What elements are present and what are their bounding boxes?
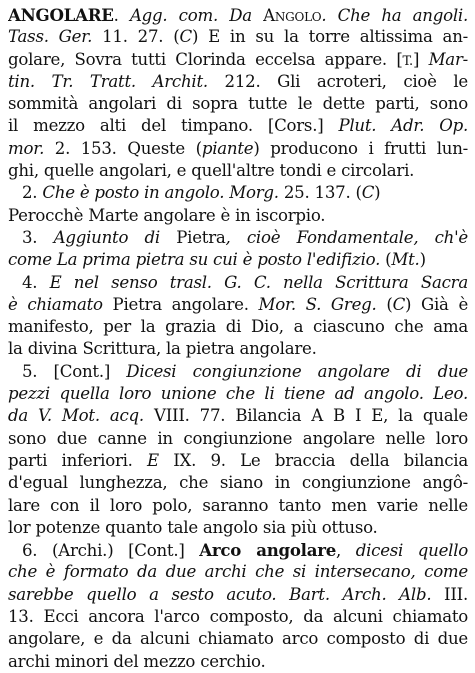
sense-definition: come La prima pietra su cui è posto l'edifizio. bbox=[8, 250, 381, 270]
text-run: sommità angolari di sopra tutte le dette parti, sono bbox=[8, 94, 468, 114]
citation: Tass. Ger. bbox=[8, 27, 93, 47]
citation: da V. Mot. acq. bbox=[8, 406, 144, 426]
entry-line bbox=[8, 249, 468, 271]
sense-definition: pezzi quella loro unione che li tiene ad angolo. Leo. bbox=[8, 384, 468, 404]
entry-line bbox=[8, 405, 468, 427]
entry-line bbox=[8, 472, 468, 494]
sense-number: 5. [Cont.] bbox=[22, 361, 127, 381]
entry-line bbox=[8, 138, 468, 160]
text-run: . Che ha angoli. bbox=[321, 6, 468, 25]
citation: Mor. S. Greg. bbox=[258, 294, 377, 314]
sense-definition: Che è posto in angolo. Morg. bbox=[42, 183, 279, 203]
entry-line bbox=[8, 49, 468, 71]
sense-number: 4. bbox=[22, 272, 50, 292]
citation: tin. Tr. Tratt. Archit. bbox=[8, 71, 208, 91]
text-run: 2. 153. Queste ( bbox=[44, 138, 202, 158]
entry-line bbox=[8, 71, 468, 93]
entry-line bbox=[8, 4, 468, 26]
text-run: angolare, e da alcuni chiamato arco composto di due bbox=[8, 629, 468, 649]
text-run: 11. 27. ( bbox=[92, 27, 180, 47]
sense-6-line bbox=[8, 539, 468, 561]
citation: sarebbe quello a sesto acuto. Bart. Arch. Alb. bbox=[8, 584, 432, 604]
text-run: golare, Sovra tutti Clorinda eccelsa appare. [ bbox=[8, 49, 403, 69]
sense-2-line bbox=[8, 182, 468, 204]
entry-line bbox=[8, 383, 468, 405]
text-run: , bbox=[336, 541, 356, 561]
text-run: manifesto, per la grazia di Dio, a ciascuno che ama bbox=[8, 317, 468, 337]
text-run: . bbox=[113, 6, 130, 25]
text-run: IX. 9. Le braccia della bilancia bbox=[158, 450, 468, 470]
headword: ANGOLARE bbox=[8, 5, 114, 25]
sense-definition: è chiamato bbox=[8, 294, 103, 314]
text-run: ( bbox=[376, 294, 393, 314]
text-run: ) E in su la torre altissima an- bbox=[191, 27, 468, 47]
text-run: C bbox=[179, 27, 192, 47]
text-run: lor potenze quanto tale angolo sia più ottuso. bbox=[8, 517, 378, 537]
text-run: VIII. 77. Bilancia A B I E, la quale bbox=[143, 406, 468, 426]
entry-line bbox=[8, 561, 468, 583]
sense-3-line bbox=[8, 227, 468, 249]
entry-line bbox=[8, 628, 468, 650]
sense-definition: Dicesi congiunzione angolare di due bbox=[126, 361, 468, 381]
text-run: lare con il loro polo, saranno tanto men varie nelle bbox=[8, 495, 468, 515]
citation: Mar- bbox=[428, 49, 468, 69]
sense-definition: Aggiunto di bbox=[53, 227, 160, 247]
text-run: C bbox=[392, 294, 406, 314]
sense-number: 3. bbox=[22, 227, 54, 247]
text-run: Pietra bbox=[159, 227, 226, 247]
entry-line bbox=[8, 517, 468, 539]
entry-line bbox=[8, 338, 468, 360]
sense-5-line bbox=[8, 361, 468, 383]
entry-line bbox=[8, 428, 468, 450]
text-run: d'egual lunghezza, che siano in congiunzione angô- bbox=[8, 473, 468, 493]
text-run: III. bbox=[431, 584, 468, 604]
text-run: ( bbox=[380, 250, 392, 270]
entry-line bbox=[8, 495, 468, 517]
sense-number: 6. (Archi.) [Cont.] bbox=[22, 541, 200, 561]
dictionary-entry bbox=[8, 4, 468, 673]
sense-number: 2. bbox=[22, 183, 43, 203]
text-run: ) bbox=[374, 183, 381, 203]
citation: Plut. Adr. Op. bbox=[338, 116, 468, 136]
text-run: Mt. bbox=[391, 250, 420, 270]
entry-line bbox=[8, 450, 468, 472]
sense-4-line bbox=[8, 272, 468, 294]
text-run: piante bbox=[201, 138, 254, 158]
entry-line bbox=[8, 26, 468, 48]
sense-definition: , cioè Fondamentale, ch'è bbox=[225, 227, 468, 247]
text-run: la divina Scrittura, la pietra angolare. bbox=[8, 339, 317, 359]
citation: E bbox=[147, 450, 159, 470]
text-run: Pietra angolare. bbox=[102, 294, 259, 314]
text-run: 25. 137. ( bbox=[278, 183, 362, 203]
text-run: ) producono i frutti lun- bbox=[253, 138, 468, 158]
sense-definition: E nel senso trasl. G. C. nella Scrittura Sacra bbox=[49, 272, 468, 292]
text-run: parti inferiori. bbox=[8, 450, 148, 470]
text-run: Agg. com. Da bbox=[129, 6, 264, 25]
text-run: C bbox=[361, 183, 375, 203]
text-run: ghi, quelle angolari, e quell'altre tondi e circolari. bbox=[8, 161, 415, 181]
text-run: 212. Gli acroteri, cioè le bbox=[207, 71, 468, 91]
entry-line bbox=[8, 160, 468, 182]
citation: mor. bbox=[8, 138, 45, 158]
entry-line bbox=[8, 115, 468, 137]
entry-line bbox=[8, 606, 468, 628]
entry-line bbox=[8, 651, 468, 673]
text-run: il mezzo alti del timpano. [Cors.] bbox=[8, 116, 339, 136]
text-run: ) Già è bbox=[405, 294, 468, 314]
sense-definition: dicesi quello bbox=[355, 541, 468, 561]
text-run: 13. Ecci ancora l'arco composto, da alcuni chiamato bbox=[8, 607, 468, 627]
subentry-headword: Arco angolare bbox=[199, 540, 337, 561]
text-run: T. bbox=[402, 53, 413, 69]
text-run: Perocchè Marte angolare è in iscorpio. bbox=[8, 205, 326, 225]
entry-line bbox=[8, 584, 468, 606]
text-run: ) bbox=[419, 250, 426, 270]
entry-line bbox=[8, 93, 468, 115]
text-run: sono due canne in congiunzione angolare nelle loro bbox=[8, 428, 468, 448]
text-run: Angolo bbox=[263, 6, 322, 25]
text-run: ] bbox=[412, 49, 429, 69]
entry-line bbox=[8, 205, 468, 227]
entry-line bbox=[8, 316, 468, 338]
sense-definition: che è formato da due archi che si intersecano, come bbox=[8, 562, 468, 582]
entry-line bbox=[8, 294, 468, 316]
text-run: archi minori del mezzo cerchio. bbox=[8, 651, 266, 671]
